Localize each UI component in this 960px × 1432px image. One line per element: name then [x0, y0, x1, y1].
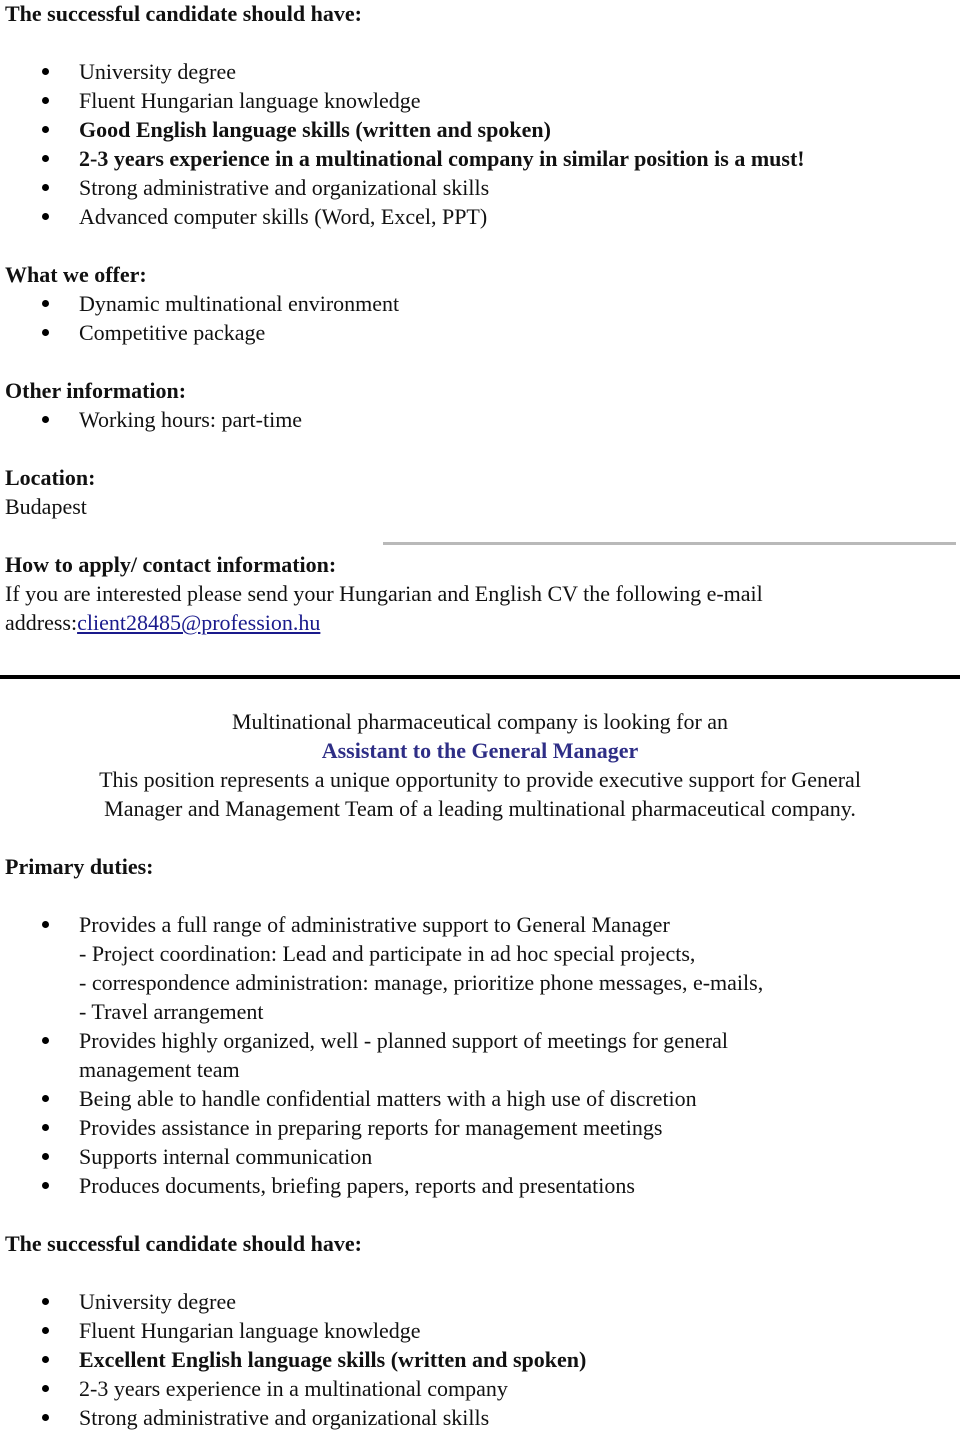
location-value: Budapest	[5, 494, 87, 519]
list-item: Produces documents, briefing papers, reports and presentations	[0, 1171, 960, 1200]
email-link[interactable]: client28485@profession.hu	[77, 610, 321, 635]
primary-duties-heading: Primary duties:	[5, 854, 154, 879]
duty-text: management team	[79, 1057, 240, 1082]
list-item: 2-3 years experience in a multinational company in similar position is a must!	[0, 144, 960, 173]
section-divider	[383, 542, 956, 545]
duty-subline: - Travel arrangement	[79, 999, 264, 1024]
list-item: 2-3 years experience in a multinational company	[0, 1374, 960, 1403]
job-title: Assistant to the General Manager	[321, 738, 639, 763]
list-item	[0, 910, 960, 1026]
list-item: University degree	[0, 1287, 960, 1316]
apply-text: If you are interested please send your Hungarian and English CV the following e-mail	[5, 581, 763, 606]
list-item: Fluent Hungarian language knowledge	[0, 86, 960, 115]
offer-heading: What we offer:	[5, 262, 147, 287]
list-item: Working hours: part-time	[0, 405, 960, 434]
address-label: address:	[5, 610, 78, 635]
list-item: Fluent Hungarian language knowledge	[0, 1316, 960, 1345]
other-information-list	[0, 405, 960, 434]
apply-heading: How to apply/ contact information:	[5, 552, 337, 577]
job-description	[0, 765, 960, 823]
duty-subline: - correspondence administration: manage, prioritize phone messages, e-mails,	[79, 970, 764, 995]
list-item: Strong administrative and organizational skills	[0, 173, 960, 202]
primary-duties-list	[0, 910, 960, 1200]
list-item: Competitive package	[0, 318, 960, 347]
job-description-line: This position represents a unique opportunity to provide executive support for General	[99, 767, 861, 792]
candidate-requirements-heading: The successful candidate should have:	[5, 1231, 362, 1256]
list-item: Being able to handle confidential matters with a high use of discretion	[0, 1084, 960, 1113]
candidate-requirements-list	[0, 1287, 960, 1432]
job-description-line: Manager and Management Team of a leading multinational pharmaceutical company.	[104, 796, 856, 821]
list-item: University degree	[0, 57, 960, 86]
candidate-requirements-heading: The successful candidate should have:	[5, 1, 362, 26]
duty-text: Provides highly organized, well - planned support of meetings for general	[79, 1028, 729, 1053]
offer-list	[0, 289, 960, 347]
list-item: Strong administrative and organizational skills	[0, 1403, 960, 1432]
list-item: Advanced computer skills (Word, Excel, PPT)	[0, 202, 960, 231]
candidate-requirements-list	[0, 57, 960, 231]
list-item: Excellent English language skills (written and spoken)	[0, 1345, 960, 1374]
list-item: Dynamic multinational environment	[0, 289, 960, 318]
list-item	[0, 1026, 960, 1084]
apply-address	[5, 608, 960, 637]
duty-text: Provides a full range of administrative support to General Manager	[79, 912, 670, 937]
duty-subline: - Project coordination: Lead and participate in ad hoc special projects,	[79, 941, 696, 966]
location-heading: Location:	[5, 465, 96, 490]
job-intro: Multinational pharmaceutical company is looking for an	[231, 709, 729, 734]
list-item: Good English language skills (written and spoken)	[0, 115, 960, 144]
other-information-heading: Other information:	[5, 378, 187, 403]
list-item: Provides assistance in preparing reports for management meetings	[0, 1113, 960, 1142]
list-item: Supports internal communication	[0, 1142, 960, 1171]
